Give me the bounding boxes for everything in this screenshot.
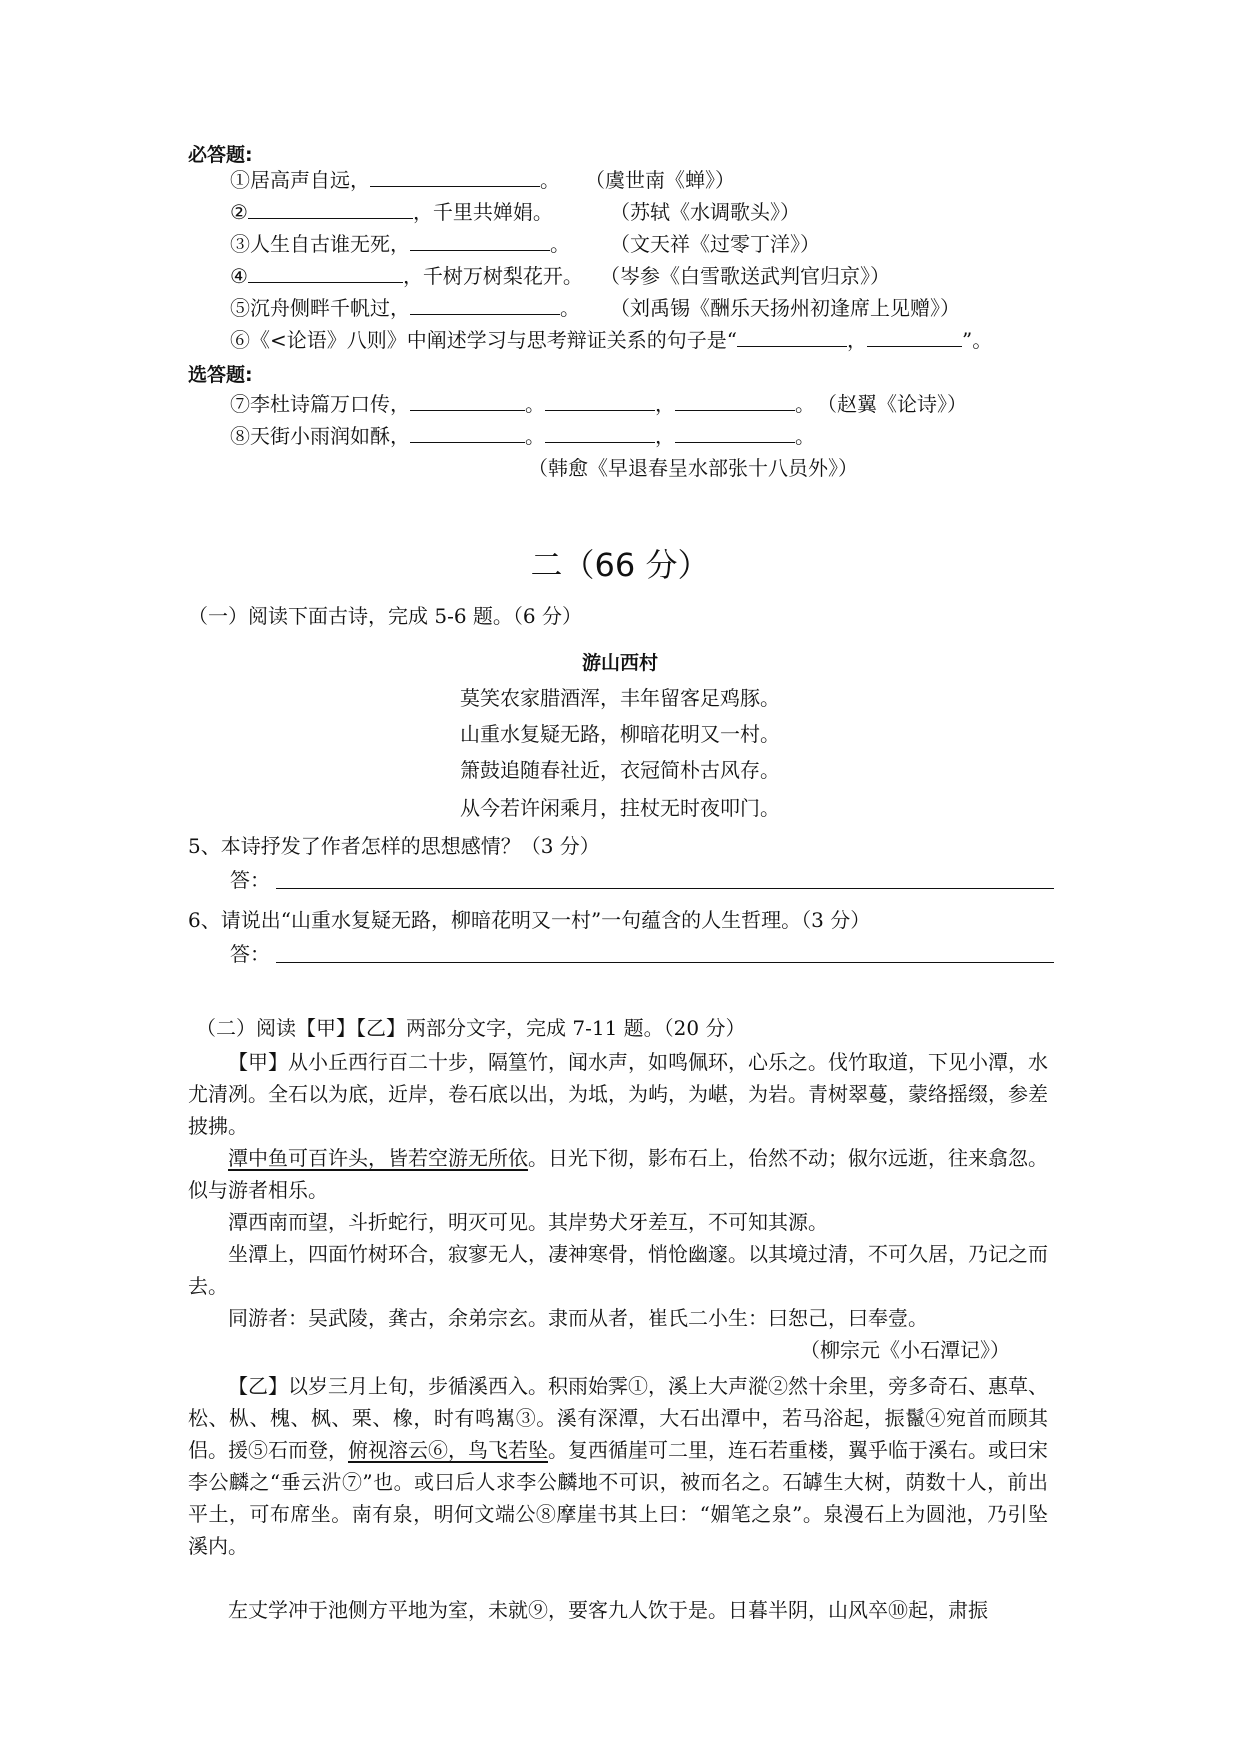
fill-item-6: ⑥《<论语》八则》中阐述学习与思考辩证关系的句子是“ ， ”。 <box>230 328 993 352</box>
fill-item-1: ①居高声自远， 。 <box>230 168 560 192</box>
answer-blank[interactable] <box>675 424 795 443</box>
passage-yi-p1: 【乙】以岁三月上旬，步循溪西入。积雨始霁①，溪上大声漎②然十余里，旁多奇石、惠草、松、枞、槐、枫、栗、橡，时有鸣嶲③。溪有深潭，大石出潭中，若马浴起，振鬣④宛首而顾其侣。援⑤石而登，俯视溶云⑥，鸟飞若坠。复西循崖可二里，连石若重楼，翼乎临于溪右。或曰宋李公麟之“垂云沜⑦”也。或曰后人求李公麟地不可识，被而名之。石罅生大树，荫数十人，前出平土，可布席坐。南有泉，明何文端公⑧摩崖书其上曰：“媚笔之泉”。泉漫石上为圆池，乃引坠溪内。 <box>188 1374 1048 1558</box>
section-heading: 二（66 分） <box>530 546 710 584</box>
answer-blank[interactable] <box>867 328 962 347</box>
poem-line: 从今若许闲乘月，拄杖无时夜叩门。 <box>460 796 780 820</box>
fill-item-5: ⑤沉舟侧畔千帆过， 。 <box>230 296 580 320</box>
answer-blank[interactable] <box>248 200 413 219</box>
source-citation: （韩愈《早退春呈水部张十八员外》） <box>528 456 858 480</box>
required-section-label: 必答题: <box>188 144 253 166</box>
answer-blank[interactable] <box>370 168 540 187</box>
source-citation: （苏轼《水调歌头》） <box>610 200 800 224</box>
answer-blank[interactable] <box>737 328 847 347</box>
answer-blank[interactable] <box>410 296 560 315</box>
source-citation: （虞世南《蝉》） <box>585 168 735 192</box>
underlined-sentence: 俯视溶云⑥，鸟飞若坠 <box>348 1438 548 1462</box>
fill-item-3: ③人生自古谁无死， 。 <box>230 232 570 256</box>
passage-yi-p2: 左丈学冲于池侧方平地为室，未就⑨，要客九人饮于是。日暮半阴，山风卒⑩起，肃振 <box>228 1598 988 1622</box>
part2-intro: （二）阅读【甲】【乙】两部分文字，完成 7-11 题。（20 分） <box>196 1016 746 1040</box>
answer-line[interactable] <box>276 888 1054 889</box>
passage-jia-p2: 潭中鱼可百许头，皆若空游无所依。日光下彻，影布石上，佁然不动；俶尔远逝，往来翕忽。似与游者相乐。 <box>188 1146 1048 1202</box>
source-citation: （刘禹锡《酬乐天扬州初逢席上见赠》） <box>610 296 960 320</box>
poem-line: 山重水复疑无路，柳暗花明又一村。 <box>460 722 780 746</box>
fill-item-7: ⑦李杜诗篇万口传， 。 ， 。 （赵翼《论诗》） <box>230 392 967 416</box>
part1-intro: （一）阅读下面古诗，完成 5-6 题。（6 分） <box>188 604 583 628</box>
optional-section-label: 选答题: <box>188 364 253 386</box>
fill-item-8: ⑧天街小雨润如酥， 。 ， 。 <box>230 424 815 448</box>
answer-label: 答： <box>230 868 270 892</box>
answer-blank[interactable] <box>545 392 655 411</box>
fill-item-4: ④ ，千树万树梨花开。 <box>230 264 583 288</box>
source-citation: （柳宗元《小石潭记》） <box>800 1338 1010 1362</box>
answer-label: 答： <box>230 942 270 966</box>
answer-line[interactable] <box>276 962 1054 963</box>
passage-jia-p4: 坐潭上，四面竹树环合，寂寥无人，凄神寒骨，悄怆幽邃。以其境过清，不可久居，乃记之而去。 <box>188 1242 1048 1298</box>
poem-title: 游山西村 <box>581 652 658 674</box>
fill-item-2: ② ，千里共婵娟。 <box>230 200 553 224</box>
answer-blank[interactable] <box>410 392 525 411</box>
answer-blank[interactable] <box>675 392 795 411</box>
question-6: 6、请说出“山重水复疑无路，柳暗花明又一村”一句蕴含的人生哲理。（3 分） <box>188 908 871 932</box>
source-citation: （文天祥《过零丁洋》） <box>610 232 820 256</box>
underlined-sentence: 潭中鱼可百许头，皆若空游无所依 <box>228 1146 528 1170</box>
poem-line: 莫笑农家腊酒浑，丰年留客足鸡豚。 <box>460 686 780 710</box>
answer-blank[interactable] <box>545 424 655 443</box>
passage-jia-p1: 【甲】从小丘西行百二十步，隔篁竹，闻水声，如鸣佩环，心乐之。伐竹取道，下见小潭，水尤清冽。全石以为底，近岸，卷石底以出，为坻，为屿，为嵁，为岩。青树翠蔓，蒙络摇缀，参差披拂。 <box>188 1050 1048 1138</box>
passage-jia-p3: 潭西南而望，斗折蛇行，明灭可见。其岸势犬牙差互，不可知其源。 <box>228 1210 828 1234</box>
question-5: 5、本诗抒发了作者怎样的思想感情？（3 分） <box>188 834 600 858</box>
poem-line: 箫鼓追随春社近，衣冠简朴古风存。 <box>460 758 780 782</box>
answer-blank[interactable] <box>410 424 525 443</box>
source-citation: （岑参《白雪歌送武判官归京》） <box>600 264 890 288</box>
passage-jia-p5: 同游者：吴武陵，龚古，余弟宗玄。隶而从者，崔氏二小生：曰恕己，曰奉壹。 <box>228 1306 928 1330</box>
answer-blank[interactable] <box>248 264 403 283</box>
answer-blank[interactable] <box>410 232 550 251</box>
